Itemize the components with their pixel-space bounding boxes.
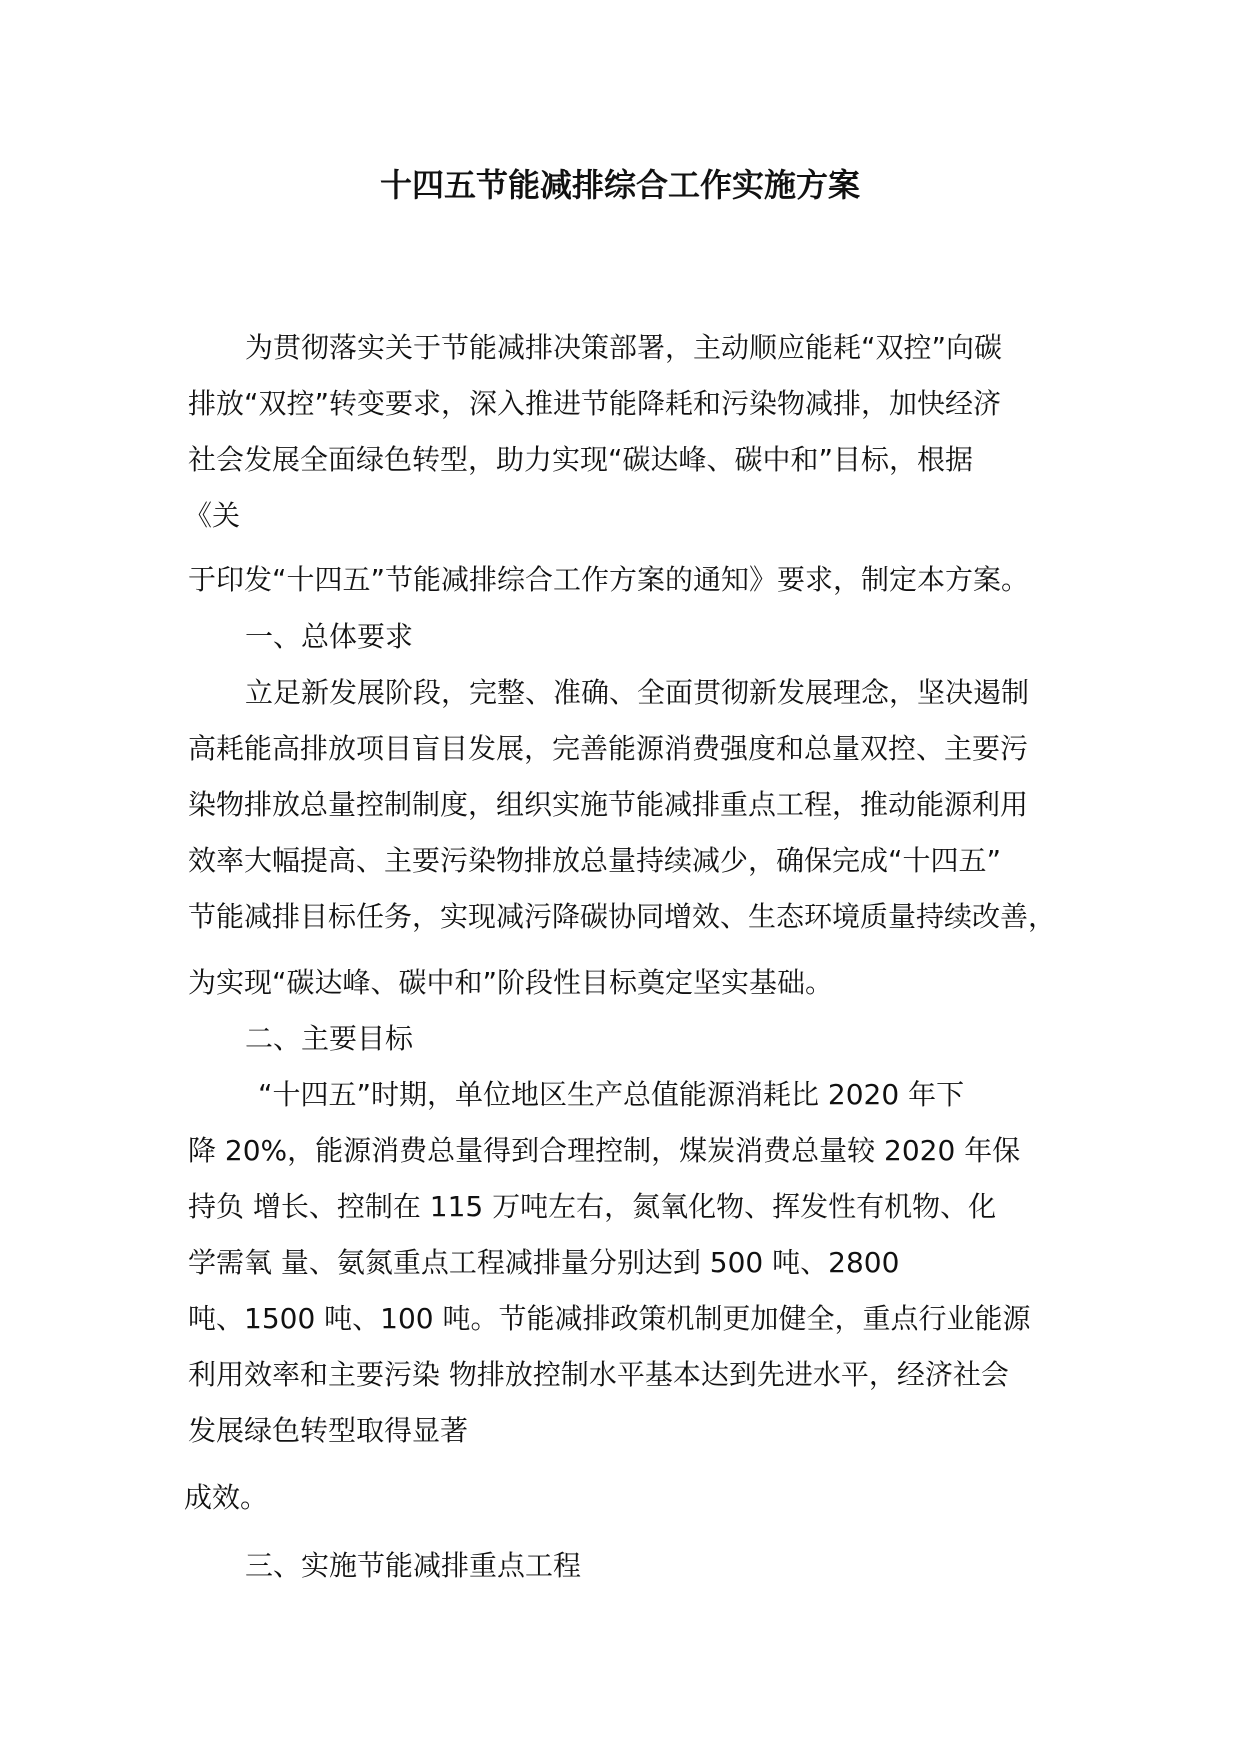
paragraph-line: 成效。 — [184, 1481, 269, 1514]
paragraph-line: 为贯彻落实关于节能减排决策部署，主动顺应能耗“双控”向碳 — [245, 331, 1003, 364]
page-title: 十四五节能减排综合工作实施方案 — [379, 166, 860, 204]
paragraph-line: 节能减排目标任务，实现减污降碳协同增效、生态环境质量持续改善， — [188, 900, 1057, 933]
paragraph-line: 为实现“碳达峰、碳中和”阶段性目标奠定坚实基础。 — [188, 966, 834, 999]
paragraph-line: “十四五”时期，单位地区生产总值能源消耗比 2020 年下 — [258, 1078, 965, 1111]
paragraph-line: 发展绿色转型取得显著 — [188, 1414, 469, 1447]
section-heading-3: 三、实施节能减排重点工程 — [245, 1549, 582, 1582]
paragraph-line: 吨、1500 吨、100 吨。节能减排政策机制更加健全，重点行业能源 — [188, 1302, 1031, 1335]
paragraph-line: 立足新发展阶段，完整、准确、全面贯彻新发展理念，坚决遏制 — [245, 676, 1030, 709]
paragraph-line: 降 20%，能源消费总量得到合理控制，煤炭消费总量较 2020 年保 — [188, 1134, 1021, 1167]
paragraph-line: 高耗能高排放项目盲目发展，完善能源消费强度和总量双控、主要污 — [188, 732, 1029, 765]
paragraph-line: 于印发“十四五”节能减排综合工作方案的通知》要求，制定本方案。 — [188, 563, 1030, 596]
paragraph-line: 染物排放总量控制制度，组织实施节能减排重点工程，推动能源利用 — [188, 788, 1029, 821]
paragraph-line: 持负 增长、控制在 115 万吨左右，氮氧化物、挥发性有机物、化 — [188, 1190, 997, 1223]
paragraph-line: 效率大幅提高、主要污染物排放总量持续减少，确保完成“十四五” — [188, 844, 1002, 877]
paragraph-line: 排放“双控”转变要求，深入推进节能降耗和污染物减排，加快经济 — [188, 387, 1002, 420]
paragraph-line: 社会发展全面绿色转型，助力实现“碳达峰、碳中和”目标，根据 — [188, 443, 974, 476]
paragraph-line: 《关 — [184, 499, 241, 532]
section-heading-1: 一、总体要求 — [245, 620, 414, 653]
paragraph-line: 利用效率和主要污染 物排放控制水平基本达到先进水平，经济社会 — [188, 1358, 1009, 1391]
paragraph-line: 学需氧 量、氨氮重点工程减排量分别达到 500 吨、2800 — [188, 1246, 900, 1279]
section-heading-2: 二、主要目标 — [245, 1022, 414, 1055]
